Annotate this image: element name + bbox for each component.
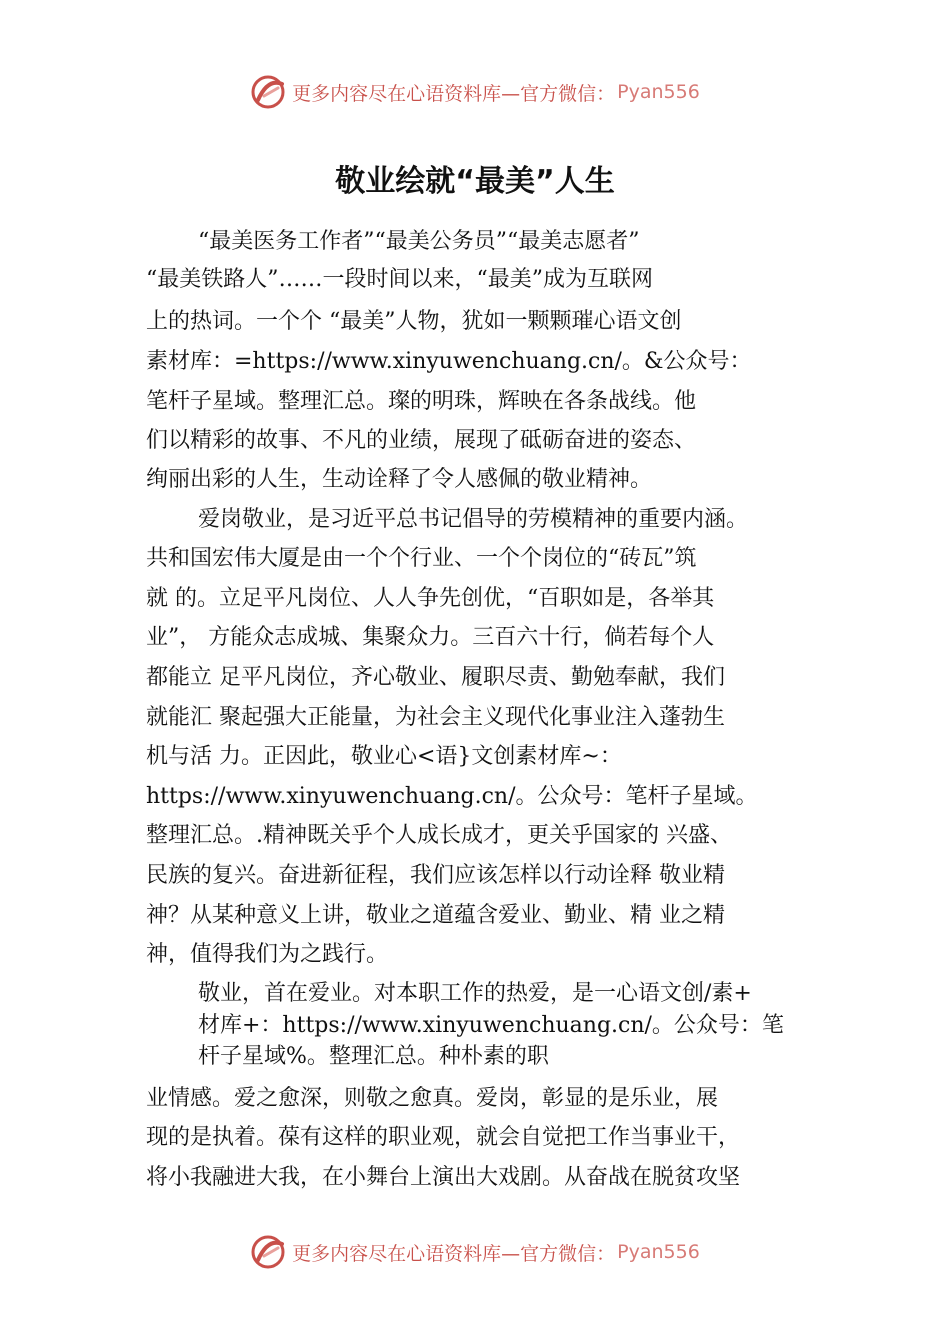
- banner-text: 更多内容尽在心语资料库—官方微信：: [292, 1242, 616, 1265]
- text-line: 机与活 力。正因此，敬业心<语}文创素材库~：: [146, 744, 622, 769]
- text-line: 神？从某种意义上讲，敬业之道蕴含爱业、勤业、精 业之精: [146, 903, 725, 928]
- text-line: 神，值得我们为之践行。: [146, 942, 389, 967]
- text-line: 民族的复兴。奋进新征程，我们应该怎样以行动诠释 敬业精: [146, 863, 725, 888]
- logo-icon: [250, 1234, 288, 1270]
- text-line: 就 的。立足平凡岗位、人人争先创优，“百职如是，各举其: [146, 586, 715, 611]
- text-line: https://www.xinyuwenchuang.cn/。公众号：笔杆子星域。: [146, 784, 758, 809]
- text-line: 杆子星域%。整理汇总。种朴素的职: [198, 1044, 549, 1069]
- text-line: 都能立 足平凡岗位，齐心敬业、履职尽责、勤勉奉献，我们: [146, 665, 725, 690]
- text-line: “最美铁路人”……一段时间以来，“最美”成为互联网: [146, 267, 653, 292]
- wechat-id: Pyan556: [617, 81, 700, 103]
- text-line: 笔杆子星域。整理汇总。璨的明珠，辉映在各条战线。他: [146, 389, 697, 414]
- text-line: 敬业，首在爱业。对本职工作的热爱，是一心语文创/素+: [198, 981, 752, 1006]
- text-line: 将小我融进大我，在小舞台上演出大戏剧。从奋战在脱贫攻坚: [146, 1165, 741, 1190]
- logo-icon: [250, 74, 288, 110]
- text-line: “最美医务工作者”“最美公务员”“最美志愿者”: [198, 229, 640, 254]
- wechat-id: Pyan556: [617, 1241, 700, 1263]
- text-line: 业”， 方能众志成城、集聚众力。三百六十行，倘若每个人: [146, 625, 715, 650]
- text-line: 共和国宏伟大厦是由一个个行业、一个个岗位的“砖瓦”筑: [146, 546, 697, 571]
- text-line: 现的是执着。葆有这样的职业观，就会自觉把工作当事业干，: [146, 1125, 741, 1150]
- page-title: 敬业绘就“最美”人生: [335, 164, 615, 199]
- text-line: 素材库：=https://www.xinyuwenchuang.cn/。&公众号：: [146, 349, 752, 374]
- banner-text: 更多内容尽在心语资料库—官方微信：: [292, 82, 616, 105]
- text-line: 就能汇 聚起强大正能量，为社会主义现代化事业注入蓬勃生: [146, 705, 725, 730]
- header-banner: [0, 70, 950, 114]
- text-line: 整理汇总。.精神既关乎个人成长成才，更关乎国家的 兴盛、: [146, 823, 732, 848]
- text-line: 业情感。爱之愈深，则敬之愈真。爱岗，彰显的是乐业，展: [146, 1086, 719, 1111]
- text-line: 们以精彩的故事、不凡的业绩，展现了砥砺奋进的姿态、: [146, 428, 697, 453]
- text-line: 材库+：https://www.xinyuwenchuang.cn/。公众号：笔: [198, 1013, 784, 1038]
- text-line: 爱岗敬业，是习近平总书记倡导的劳模精神的重要内涵。: [198, 507, 749, 532]
- text-line: 绚丽出彩的人生，生动诠释了令人感佩的敬业精神。: [146, 467, 653, 492]
- footer-banner: [0, 1230, 950, 1274]
- text-line: 上的热词。一个个 “最美”人物，犹如一颗颗璀心语文创: [146, 309, 682, 334]
